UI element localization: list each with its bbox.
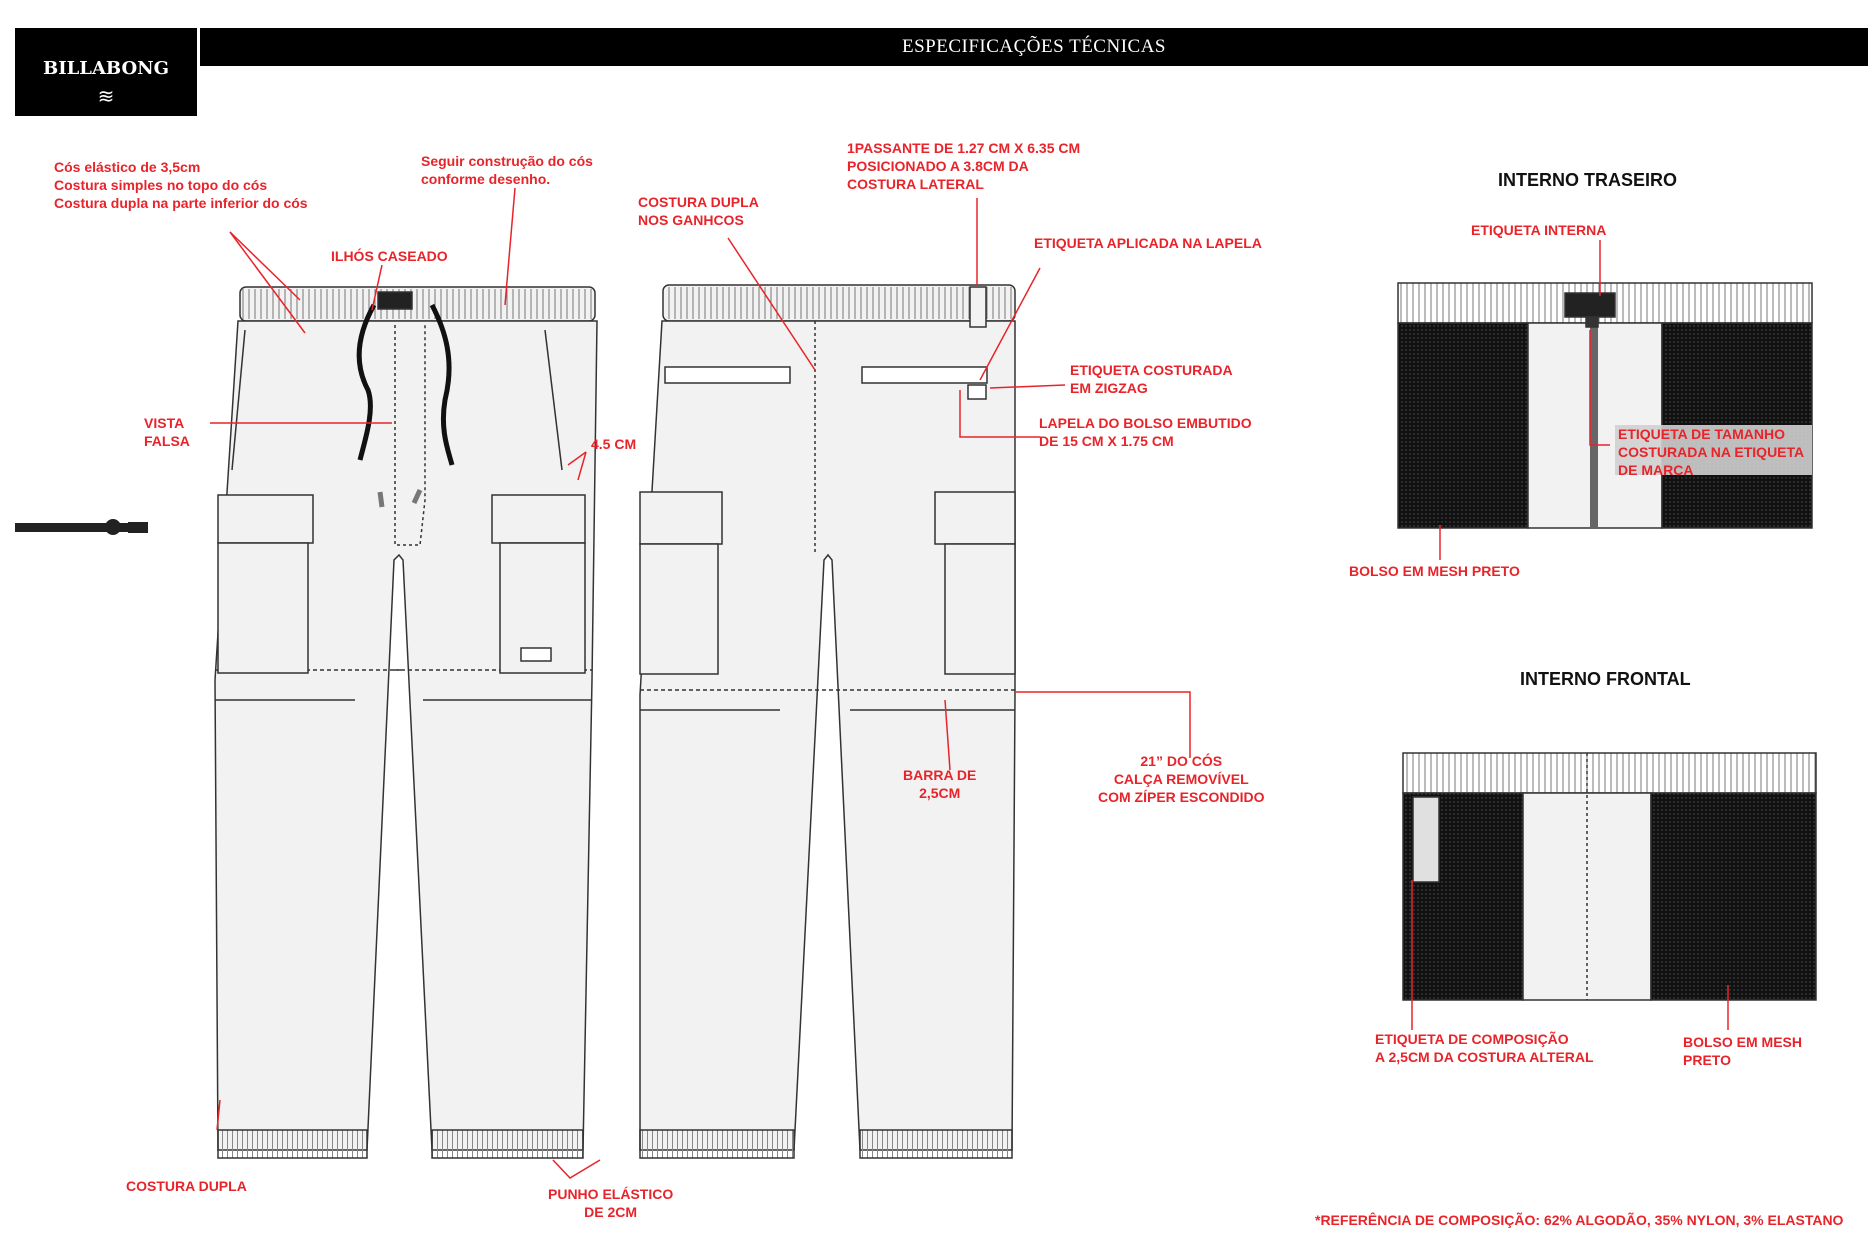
annotation-line: COM ZÍPER ESCONDIDO	[1098, 789, 1265, 805]
annotation-line: POSICIONADO A 3.8CM DA	[847, 158, 1029, 174]
annotation-line: ETIQUETA DE COMPOSIÇÃO	[1375, 1031, 1569, 1047]
annotation-line: PUNHO ELÁSTICO	[548, 1186, 674, 1202]
annotation-hem-bar	[903, 766, 976, 802]
front-inner-panel	[1403, 753, 1816, 1000]
annotation-elastic-cuff	[548, 1185, 673, 1221]
annotation-line: COSTURA DUPLA	[638, 194, 759, 210]
annotation-eyelets: ILHÓS CASEADO	[331, 248, 448, 264]
annotation-line: ETIQUETA COSTURADA	[1070, 362, 1233, 378]
annotation-mesh-pocket-front	[1683, 1033, 1802, 1069]
annotation-line: NOS GANHCOS	[638, 212, 744, 228]
section-back-inner-title: INTERNO TRASEIRO	[1498, 170, 1678, 190]
annotation-line: DE MARCA	[1618, 462, 1694, 478]
annotation-line: Costura simples no topo do cós	[54, 177, 268, 193]
section-front-inner-title: INTERNO FRONTAL	[1520, 669, 1691, 689]
annotation-line: COSTURADA NA ETIQUETA	[1618, 444, 1805, 460]
annotation-line: Costura dupla na parte inferior do cós	[54, 195, 308, 211]
annotation-line: 1PASSANTE DE 1.27 CM X 6.35 CM	[847, 140, 1081, 156]
annotation-line: ETIQUETA DE TAMANHO	[1618, 426, 1785, 442]
annotation-line: conforme desenho.	[421, 171, 551, 187]
back-pants-drawing	[640, 285, 1015, 1158]
annotation-line: BOLSO EM MESH	[1683, 1034, 1803, 1050]
brand-mark-icon: ≋	[97, 84, 115, 108]
brand-logo-text: BILLABONG	[43, 58, 169, 79]
annotation-belt-loop	[847, 139, 1080, 193]
annotation-double-stitch: COSTURA DUPLA	[126, 1178, 247, 1194]
annotation-line: CALÇA REMOVÍVEL	[1113, 771, 1249, 787]
annotation-zigzag-label	[1070, 361, 1233, 397]
annotation-fake-fly	[144, 414, 190, 450]
annotation-line: PRETO	[1683, 1052, 1731, 1068]
annotation-line: Seguir construção do cós	[421, 153, 593, 169]
annotation-line: LAPELA DO BOLSO EMBUTIDO	[1039, 415, 1252, 431]
annotation-line: DE 15 CM X 1.75 CM	[1039, 433, 1174, 449]
annotation-flap-label: ETIQUETA APLICADA NA LAPELA	[1034, 235, 1262, 251]
annotation-line: 21” DO CÓS	[1140, 753, 1223, 769]
annotation-mesh-pocket-back: BOLSO EM MESH PRETO	[1349, 563, 1520, 579]
annotation-zip-off	[1098, 752, 1264, 806]
annotation-composition-ref: *REFERÊNCIA DE COMPOSIÇÃO: 62% ALGODÃO, 35% NYLON, 3% ELASTANO	[1315, 1212, 1844, 1228]
annotation-composition-label	[1375, 1030, 1594, 1066]
annotation-line: BARRA DE	[903, 767, 977, 783]
page-title: ESPECIFICAÇÕES TÉCNICAS	[200, 28, 1868, 66]
annotation-line: Cós elástico de 3,5cm	[54, 159, 201, 175]
annotation-line: COSTURA LATERAL	[847, 176, 984, 192]
front-pants-drawing	[215, 287, 597, 1158]
annotation-line: A 2,5CM DA COSTURA ALTERAL	[1375, 1049, 1594, 1065]
annotation-line: VISTA	[144, 415, 185, 431]
annotation-line: 2,5CM	[919, 785, 961, 801]
annotation-waistband	[54, 158, 308, 212]
back-inner-panel	[1398, 283, 1812, 528]
zipper-pull-icon	[15, 519, 148, 535]
annotation-line: FALSA	[144, 433, 190, 449]
annotation-welt-flap	[1039, 414, 1252, 450]
annotation-size-label	[1618, 425, 1804, 479]
annotation-line: DE 2CM	[584, 1204, 638, 1220]
annotation-pocket-size: 4.5 CM	[591, 436, 637, 452]
annotation-inner-label: ETIQUETA INTERNA	[1471, 222, 1607, 238]
annotation-hook-stitch	[638, 193, 759, 229]
annotation-waistband-construction	[421, 152, 593, 188]
annotation-line: EM ZIGZAG	[1070, 380, 1148, 396]
